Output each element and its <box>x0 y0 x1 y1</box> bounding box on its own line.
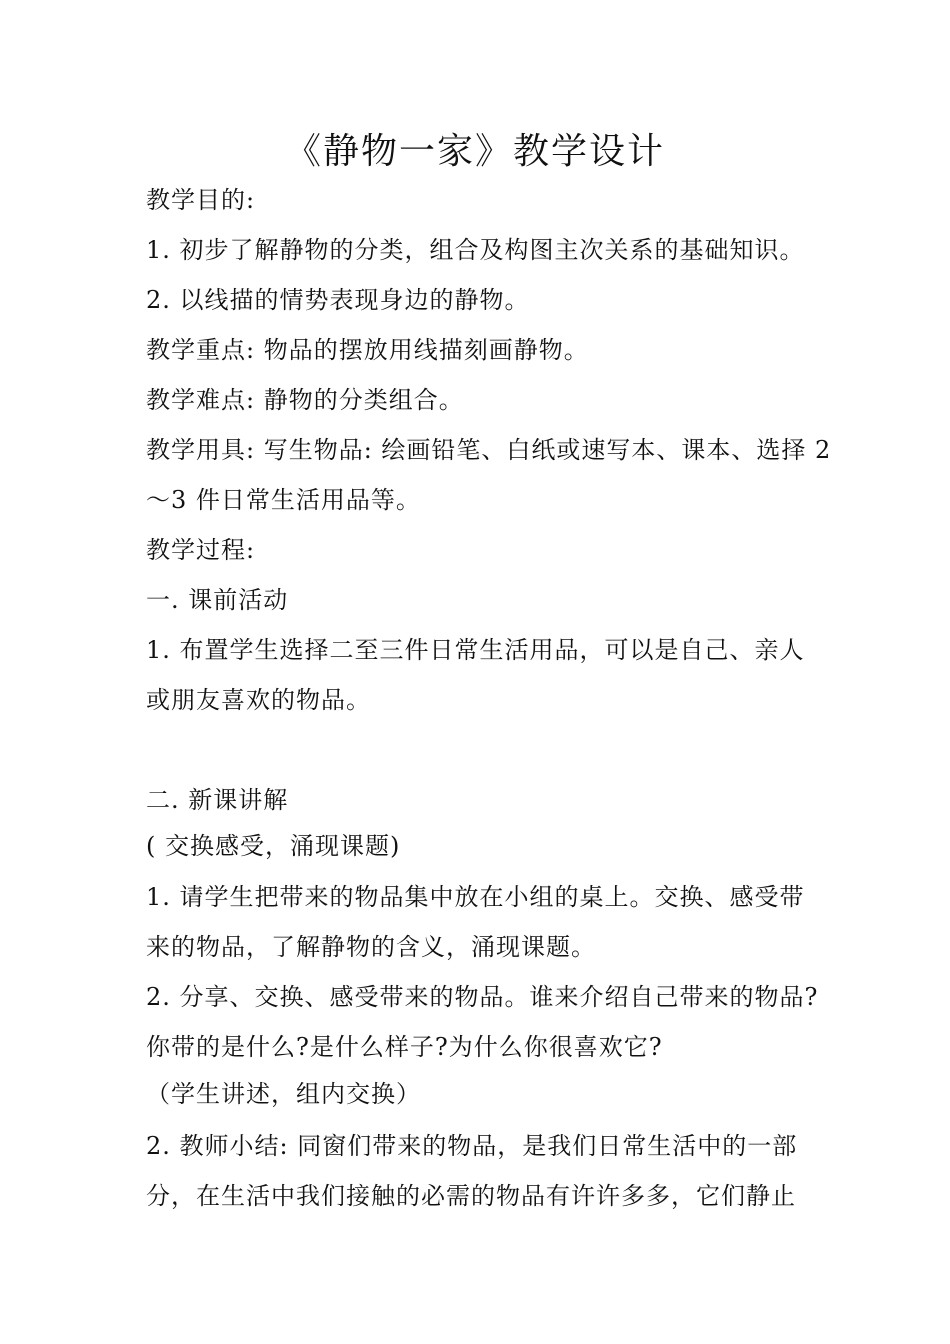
text-line-key-point: 教学重点: 物品的摆放用线描刻画静物。 <box>146 336 589 364</box>
text-line-section-1-item-1: 1. 布置学生选择二至三件日常生活用品，可以是自己、亲人 <box>146 636 805 664</box>
text-line-teacher-summary: 2. 教师小结: 同窗们带来的物品，是我们日常生活中的一部 <box>146 1132 798 1160</box>
text-line-section-2-heading: 二. 新课讲解 <box>146 786 289 814</box>
text-line-teacher-summary-cont: 分，在生活中我们接触的必需的物品有许许多多，它们静止 <box>146 1182 796 1210</box>
text-line-goal-2: 2. 以线描的情势表现身边的静物。 <box>146 286 530 314</box>
text-line-section-1-item-1-cont: 或朋友喜欢的物品。 <box>146 686 371 714</box>
text-line-student-note: （学生讲述，组内交换） <box>146 1080 421 1108</box>
text-line-section-2-item-2-cont: 你带的是什么?是什么样子?为什么你很喜欢它? <box>146 1033 663 1061</box>
text-line-section-2-item-1-cont: 来的物品，了解静物的含义，涌现课题。 <box>146 933 596 961</box>
text-line-difficult-point: 教学难点: 静物的分类组合。 <box>146 386 464 414</box>
text-line-section-2-subheading: ( 交换感受，涌现课题) <box>146 832 401 860</box>
text-line-teaching-goals-heading: 教学目的: <box>146 186 256 214</box>
text-line-process-heading: 教学过程: <box>146 536 256 564</box>
document-title: 《静物一家》教学设计 <box>284 131 665 172</box>
text-line-teaching-tools-cont: ～3 件日常生活用品等。 <box>146 486 421 514</box>
text-line-teaching-tools: 教学用具: 写生物品: 绘画铅笔、白纸或速写本、课本、选择 2 <box>146 436 832 464</box>
text-line-section-2-item-2: 2. 分享、交换、感受带来的物品。谁来介绍自己带来的物品? <box>146 983 819 1011</box>
text-line-section-2-item-1: 1. 请学生把带来的物品集中放在小组的桌上。交换、感受带 <box>146 883 805 911</box>
text-line-goal-1: 1. 初步了解静物的分类，组合及构图主次关系的基础知识。 <box>146 236 805 264</box>
text-line-section-1-heading: 一. 课前活动 <box>146 586 289 614</box>
